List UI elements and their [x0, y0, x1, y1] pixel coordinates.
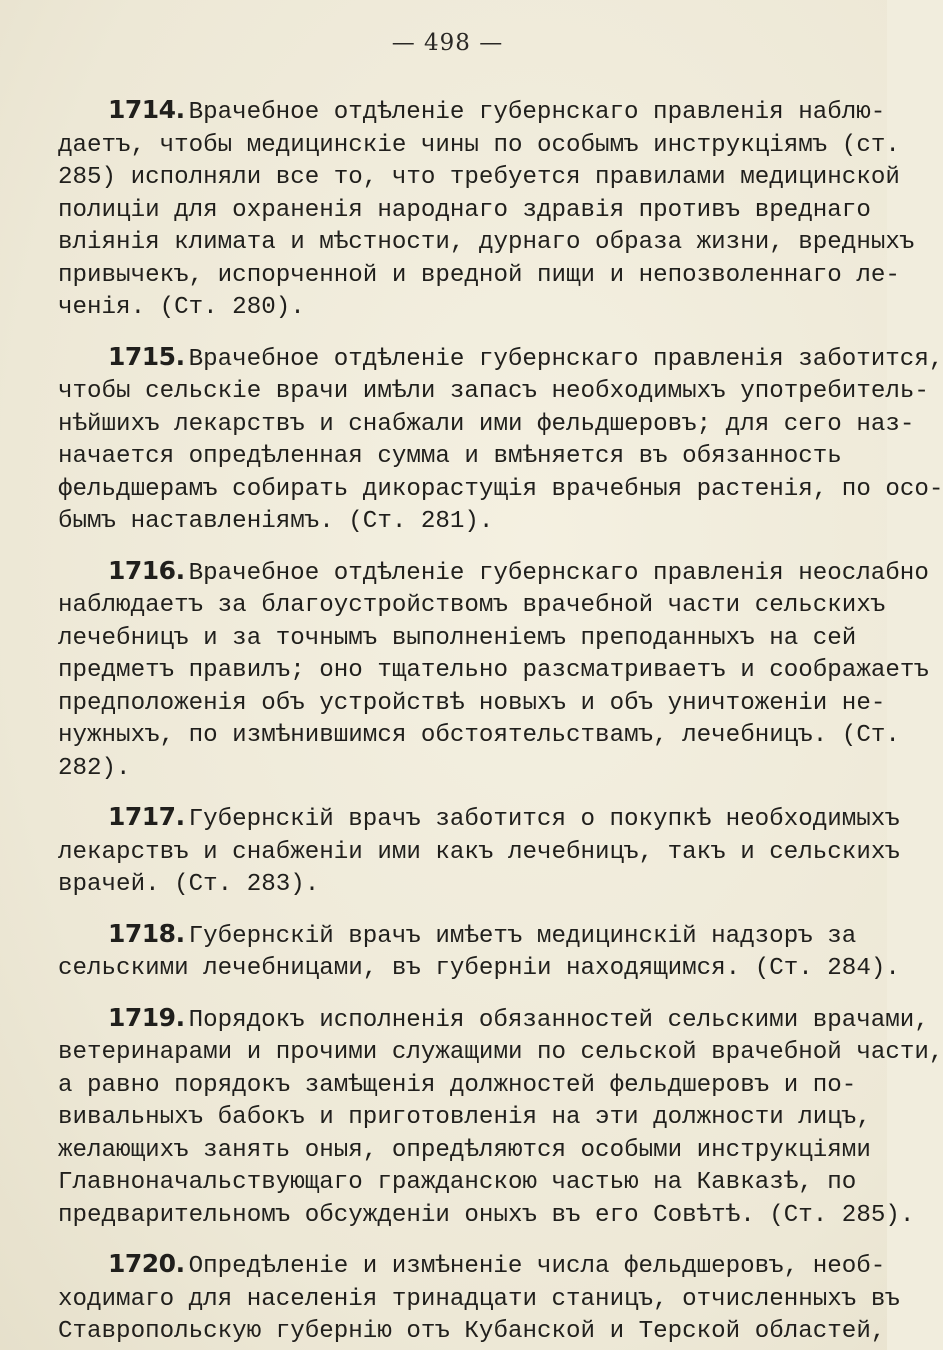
article-paragraph — [58, 1248, 900, 1349]
article-line — [58, 474, 943, 507]
article-line — [58, 1037, 943, 1070]
article-line — [58, 869, 837, 902]
article-line — [58, 227, 915, 260]
article-line — [58, 753, 837, 786]
article-line — [58, 1135, 871, 1168]
article-line — [58, 409, 915, 442]
article-line — [58, 292, 837, 325]
article-number: 1720. — [108, 1249, 185, 1278]
article-paragraph — [58, 555, 929, 786]
article-line — [58, 688, 886, 721]
article-line-text: ходимаго для населенія тринадцати станицъ, отчисленныхъ въ — [58, 1285, 900, 1313]
article-line-text: Главноначальствующаго гражданскою частью на Кавказѣ, по — [58, 1169, 857, 1196]
article-line-text: 285) исполняли все то, что требуется правилами медицинской — [58, 164, 900, 191]
article-number: 1717. — [108, 802, 185, 831]
article-line-text: Ставропольскую губернію отъ Кубанской и Терской областей, — [58, 1318, 886, 1345]
article-paragraph — [58, 341, 943, 539]
article-line — [58, 918, 857, 954]
article-line — [58, 1200, 915, 1233]
page-number: — 498 — — [391, 30, 504, 56]
article-line-text: Губернскій врачъ имѣетъ медицинскій надзоръ за — [188, 922, 857, 950]
article-line — [58, 720, 900, 753]
article-paragraph — [58, 918, 900, 986]
article-line-text: Врачебное отдѣленіе губернскаго правленія неослабно — [188, 559, 929, 587]
article-line — [58, 801, 900, 837]
article-line — [58, 655, 929, 688]
article-line — [58, 195, 871, 228]
article-number: 1714. — [108, 95, 185, 124]
article-line-text: Опредѣленіе и измѣненіе числа фельдшеровъ, необ- — [188, 1253, 886, 1280]
articles-container — [58, 94, 943, 1349]
article-line-text: начается опредѣленная сумма и вмѣняется въ обязанность — [58, 443, 842, 470]
article-line — [58, 1070, 857, 1103]
article-line-text: нѣйшихъ лекарствъ и снабжали ими фельдшеровъ; для сего наз- — [58, 410, 915, 438]
article-line — [58, 1002, 929, 1038]
article-line — [58, 953, 900, 986]
article-line-text: предметъ правилъ; оно тщательно разсматриваетъ и соображаетъ — [58, 657, 929, 684]
article-paragraph — [58, 1002, 943, 1233]
article-line — [58, 441, 842, 474]
article-line-text: Врачебное отдѣленіе губернскаго правленія заботится, — [188, 345, 943, 373]
article-line-text: вивальныхъ бабокъ и приготовленія на эти должности лицъ, — [58, 1104, 871, 1131]
article-paragraph — [58, 801, 900, 902]
article-line-text: а равно порядокъ замѣщенія должностей фельдшеровъ и по- — [58, 1071, 857, 1099]
article-line-text: лекарствъ и снабженіи ими какъ лечебницъ, такъ и сельскихъ — [58, 838, 900, 866]
article-line-text: нужныхъ, по измѣнившимся обстоятельствамъ, лечебницъ. (Ст. — [58, 722, 900, 749]
article-line — [58, 1167, 857, 1200]
article-line-text: ченія. (Ст. 280). — [58, 294, 305, 321]
article-number: 1718. — [108, 918, 185, 948]
article-line — [58, 555, 929, 591]
article-number: 1719. — [108, 1002, 185, 1032]
article-line-text: предположенія объ устройствѣ новыхъ и объ уничтоженіи не- — [58, 689, 886, 717]
article-number: 1716. — [108, 555, 185, 585]
article-line-text: привычекъ, испорченной и вредной пищи и непозволеннаго ле- — [58, 261, 900, 289]
article-line — [58, 130, 900, 163]
article-line — [58, 260, 900, 293]
article-line-text: врачей. (Ст. 283). — [58, 871, 320, 898]
article-number: 1715. — [108, 341, 185, 371]
article-line-text: лечебницъ и за точнымъ выполненіемъ преподанныхъ на сей — [58, 624, 857, 652]
article-line — [58, 162, 900, 195]
article-line — [58, 590, 886, 623]
article-line — [58, 506, 837, 539]
article-line-text: желающихъ занять оныя, опредѣляются особыми инструкціями — [58, 1136, 871, 1164]
article-line-text: чтобы сельскіе врачи имѣли запасъ необходимыхъ употребитель- — [58, 378, 929, 405]
article-line-text: ветеринарами и прочими служащими по сельской врачебной части, — [58, 1039, 943, 1066]
article-line-text: наблюдаетъ за благоустройствомъ врачебной части сельскихъ — [58, 592, 886, 619]
article-line-text: предварительномъ обсужденіи оныхъ въ его Совѣтѣ. (Ст. 285). — [58, 1201, 915, 1229]
article-line-text: полиціи для охраненія народнаго здравія противъ вреднаго — [58, 196, 871, 224]
article-line-text: 282). — [58, 754, 131, 782]
article-line-text: даетъ, чтобы медицинскіе чины по особымъ инструкціямъ (ст. — [58, 131, 900, 159]
article-line — [58, 1248, 886, 1284]
article-line-text: вліянія климата и мѣстности, дурнаго образа жизни, вредныхъ — [58, 229, 915, 256]
article-line — [58, 1102, 871, 1135]
article-line-text: Порядокъ исполненія обязанностей сельскими врачами, — [188, 1006, 929, 1034]
article-line-text: Врачебное отдѣленіе губернскаго правленія наблю- — [188, 99, 886, 126]
article-line — [58, 623, 857, 656]
article-line — [58, 837, 900, 870]
article-line — [58, 376, 929, 409]
article-line — [58, 94, 886, 130]
article-line-text: фельдшерамъ собирать дикорастущія врачебныя растенія, по осо- — [58, 475, 943, 503]
article-line-text: сельскими лечебницами, въ губерніи находящимся. (Ст. 284). — [58, 955, 900, 982]
article-line — [58, 1284, 900, 1317]
article-line — [58, 341, 943, 377]
article-paragraph — [58, 94, 915, 325]
article-line-text: Губернскій врачъ заботится о покупкѣ необходимыхъ — [188, 806, 900, 833]
article-line-text: бымъ наставленіямъ. (Ст. 281). — [58, 508, 494, 535]
article-line — [58, 1316, 886, 1349]
